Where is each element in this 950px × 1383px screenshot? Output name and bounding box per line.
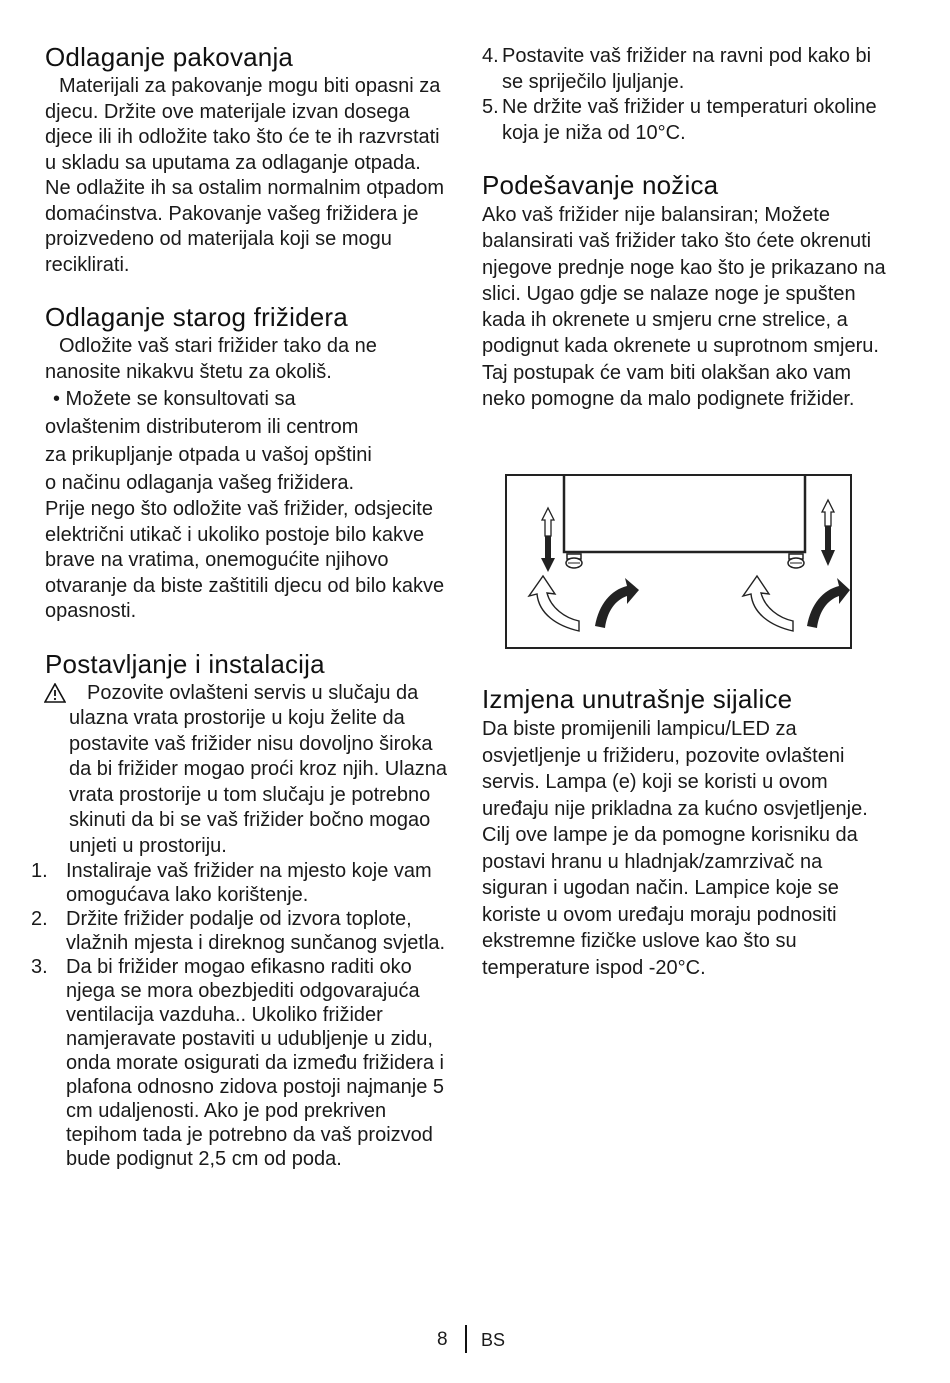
- warning-text: Pozovite ovlašteni servis u slučaju da ulazna vrata prostorije u koju želite da postavite vaš frižider nisu dovoljno široka da bi frižider mogao proći kroz njih. Ulazna vrata prostorije u tom slučaju je potrebno skinuti da bi se vaš frižider bočno mogao unjeti u prostoriju.: [69, 681, 447, 857]
- list-item: [482, 95, 892, 146]
- installation-steps-continued: [482, 44, 892, 146]
- item-text: Instaliraje vaš frižider na mjesto koje vam omogućava lako korištenje.: [66, 860, 432, 906]
- item-text: Postavite vaš frižider na ravni pod kako bi se spriječilo ljuljanje.: [502, 45, 872, 93]
- page-number: 8: [437, 1329, 448, 1350]
- heading-installation: Postavljanje i instalacija: [45, 648, 325, 679]
- list-item: [31, 859, 450, 907]
- right-column-lower: [482, 682, 892, 981]
- heading-feet-adjustment: Podešavanje nožica: [482, 170, 719, 200]
- heading-old-fridge-disposal: Odlaganje starog frižidera: [45, 302, 348, 332]
- rotate-arrow-right-icon: [807, 578, 850, 628]
- language-code: BS: [481, 1330, 506, 1350]
- rotate-arrow-left-icon: [595, 578, 639, 628]
- leveling-feet-diagram: [505, 474, 852, 649]
- foot-right: [788, 554, 804, 568]
- bullet-line-3: za prikupljanje otpada u vašoj opštini: [45, 444, 372, 466]
- item-number: 4.: [482, 45, 499, 67]
- up-down-arrow-left-icon: [541, 508, 555, 572]
- list-item: [482, 44, 892, 95]
- item-number: 1.: [31, 860, 48, 882]
- heading-packaging-disposal: Odlaganje pakovanja: [45, 42, 294, 72]
- packaging-disposal-text: Materijali za pakovanje mogu biti opasni za djecu. Držite ove materijale izvan dosega djece ili ih odložite tako što će te ih razvrstati u skladu sa uputama za odlaganje otpada. Ne odlažite ih sa ostalim normalnim otpadom domaćinstva. Pakovanje vašeg frižidera je proizvedeno od materijala koji se mogu reciklirati.: [45, 75, 445, 276]
- list-item: [31, 955, 450, 1171]
- item-number: 5.: [482, 96, 499, 118]
- left-column: [31, 40, 450, 1171]
- footer-divider: [465, 1325, 467, 1353]
- item-text: Da bi frižider mogao efikasno raditi oko njega se mora obezbjediti odgovarajuća ventilacija vazduha.. Ukoliko frižider namjeravate postaviti u udubljenje u zidu, onda morate osigurati da između frižidera i plafona odnosno zidova postoji najmanje 5 cm udaljenosti. Ako je pod prekriven tepihom tada je potrebno da vaš proizvod bude podignut 2,5 cm od poda.: [66, 956, 445, 1170]
- feet-diagram-graphic: [507, 476, 850, 647]
- page-footer: [0, 1325, 950, 1355]
- old-fridge-intro: Odložite vaš stari frižider tako da ne nanosite nikakvu štetu za okoliš.: [45, 335, 377, 383]
- list-item: [31, 907, 450, 955]
- bullet-line-4: o načinu odlaganja vašeg frižidera.: [45, 472, 355, 494]
- item-number: 2.: [31, 908, 48, 930]
- item-text: Držite frižider podalje od izvora toplote, vlažnih mjesta i direknog sunčanog svjetla.: [66, 908, 446, 954]
- rotate-counter-arrow-right-icon: [743, 576, 793, 631]
- up-down-arrow-right-icon: [821, 500, 835, 566]
- feet-adjustment-text: Ako vaš frižider nije balansiran; Možete balansirati vaš frižider tako što ćete okrenuti njegove prednje noge kao što je prikazano na slici. Ugao gdje se nalaze noge je spušten kada ih okrenete u smjeru crne strelice, a podignut kada okrenete u suprotnom smjeru. Taj postupak će vam biti olakšan ako vam neko pomogne da malo podignete frižider.: [482, 204, 886, 411]
- item-number: 3.: [31, 956, 48, 978]
- right-column: [482, 44, 892, 412]
- rotate-counter-arrow-left-icon: [529, 576, 579, 631]
- item-text: Ne držite vaš frižider u temperaturi okoline koja je niža od 10°C.: [502, 96, 877, 144]
- old-fridge-rest: Prije nego što odložite vaš frižider, odsjecite električni utikač i ukoliko postoje bilo kakve brave na vratima, onemogućite njihovo otvaranje da biste zaštitili djecu od bilo kakve opasnosti.: [45, 498, 445, 622]
- installation-warning: [45, 681, 450, 860]
- installation-steps: [31, 859, 450, 1171]
- old-fridge-bullet: [45, 385, 450, 497]
- bullet-line-2: ovlaštenim distributerom ili centrom: [45, 416, 359, 438]
- bulb-replacement-text: Da biste promijenili lampicu/LED za osvjetljenje u frižideru, pozovite ovlašteni servis. Lampa (e) koji se koristi u ovom uređaju nije prikladna za kućno osvjetljenje. Cilj ove lampe je da pomogne korisniku da postavi hranu u hladnjak/zamrzivač na siguran i ugodan način. Lampice koje se koriste u ovom uređaju moraju podnositi ekstremne fizičke uslove kao što su temperature ispod -20°C.: [482, 718, 868, 979]
- heading-bulb-replacement: Izmjena unutrašnje sijalice: [482, 684, 793, 714]
- warning-triangle-icon: [44, 683, 66, 703]
- bullet-line-1: • Možete se konsultovati sa: [53, 388, 296, 410]
- foot-left: [566, 554, 582, 568]
